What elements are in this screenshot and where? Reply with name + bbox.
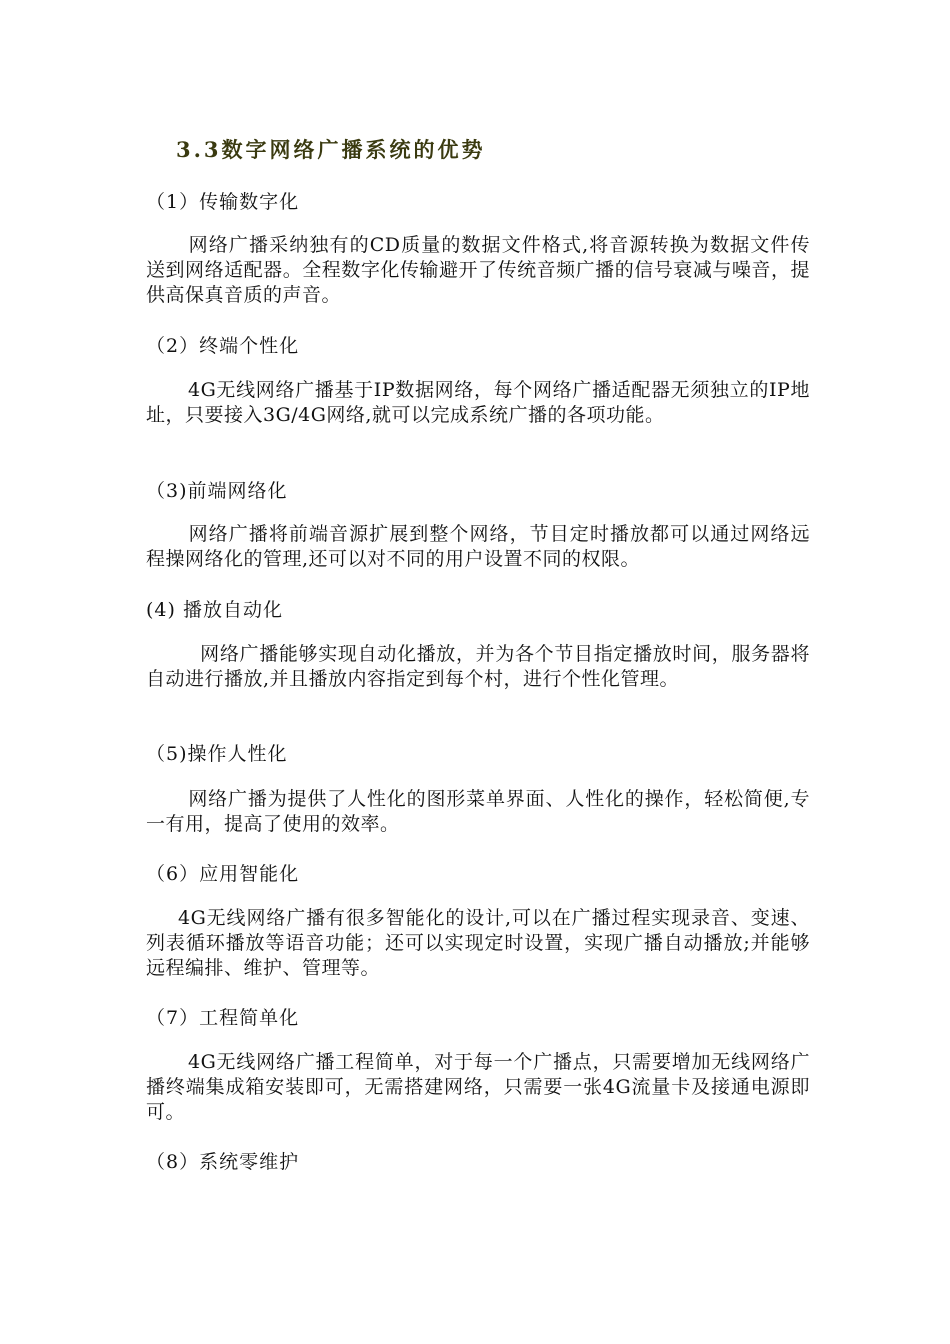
paragraph-5: [146, 787, 810, 837]
paragraph-6: [146, 906, 810, 981]
heading-3: （3)前端网络化: [146, 480, 288, 502]
heading-5: （5)操作人性化: [146, 743, 288, 765]
paragraph-2: [146, 378, 810, 428]
paragraph-1: [146, 233, 810, 308]
heading-4: (4) 播放自动化: [146, 599, 283, 621]
paragraph-7: [146, 1050, 810, 1125]
paragraph-3: [146, 522, 810, 572]
paragraph-7-text: 4G无线网络广播工程简单，对于每一个广播点，只需要增加无线网络广播终端集成箱安装即可，无需搭建网络，只需要一张4G流量卡及接通电源即可。: [146, 1051, 810, 1123]
paragraph-2-text: 4G无线网络广播基于IP数据网络，每个网络广播适配器无须独立的IP地址，只要接入3G/4G网络,就可以完成系统广播的各项功能。: [146, 379, 810, 426]
heading-7: （7）工程简单化: [146, 1007, 300, 1029]
section-title: 3.3数字网络广播系统的优势: [176, 137, 486, 162]
paragraph-1-text: 网络广播采纳独有的CD质量的数据文件格式,将音源转换为数据文件传送到网络适配器。全程数字化传输避开了传统音频广播的信号衰减与噪音，提供高保真音质的声音。: [146, 234, 810, 306]
paragraph-4-text: 网络广播能够实现自动化播放，并为各个节目指定播放时间，服务器将自动进行播放,并且播放内容指定到每个村，进行个性化管理。: [146, 643, 810, 690]
paragraph-4: [146, 642, 810, 692]
paragraph-3-text: 网络广播将前端音源扩展到整个网络，节目定时播放都可以通过网络远程操网络化的管理,还可以对不同的用户设置不同的权限。: [146, 523, 810, 570]
heading-6: （6）应用智能化: [146, 863, 300, 885]
heading-1: （1）传输数字化: [146, 191, 300, 213]
paragraph-5-text: 网络广播为提供了人性化的图形菜单界面、人性化的操作，轻松简便,专一有用，提高了使用的效率。: [146, 788, 810, 835]
heading-8: （8）系统零维护: [146, 1151, 300, 1173]
paragraph-6-text: 4G无线网络广播有很多智能化的设计,可以在广播过程实现录音、变速、列表循环播放等语音功能；还可以实现定时设置，实现广播自动播放;并能够远程编排、维护、管理等。: [146, 907, 810, 979]
heading-2: （2）终端个性化: [146, 335, 300, 357]
